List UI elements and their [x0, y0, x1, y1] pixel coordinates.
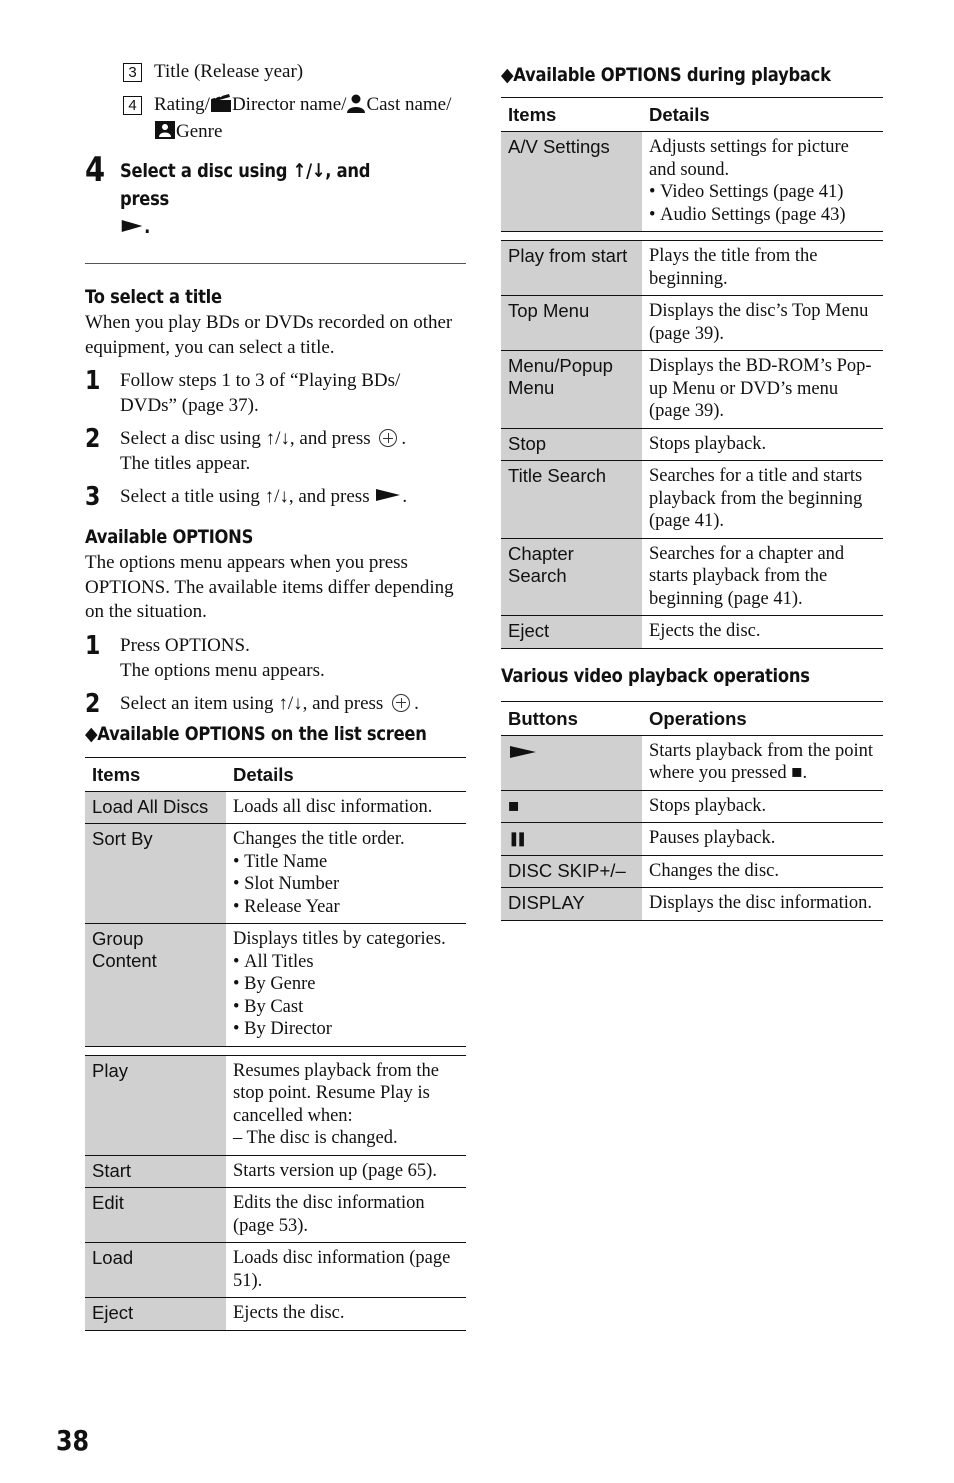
item-name: Group Content [85, 924, 226, 1047]
step-text: Press OPTIONS. The options menu appears. [120, 634, 325, 681]
table-row [85, 1155, 466, 1188]
options-step-1 [85, 630, 466, 683]
sub-item-text: Title (Release year) [154, 61, 304, 82]
item-name: Play [85, 1055, 226, 1155]
item-name: Load All Discs [85, 791, 226, 824]
sub-item-number: 3 [123, 63, 142, 82]
sub-item-number: 4 [123, 96, 142, 115]
table-row [501, 888, 883, 921]
column-header-details: Details [642, 98, 883, 132]
item-details: Ejects the disc. [226, 1298, 466, 1331]
play-icon [510, 746, 536, 758]
rating-label: Rating/ [154, 94, 210, 115]
step-4 [85, 150, 466, 241]
button-name: DISPLAY [501, 888, 642, 921]
sub-item-3 [123, 60, 466, 83]
available-options-intro: The options menu appears when you press OPTIONS. The available items differ depending on the situation. [85, 552, 454, 622]
step-text: Select a disc using ↑/↓, and press . [120, 160, 371, 238]
left-column [85, 60, 466, 1331]
cast-label: Cast name/ [366, 94, 452, 115]
item-name: Chapter Search [501, 538, 642, 616]
item-details: Loads all disc information. [226, 791, 466, 824]
step-number: 2 [85, 688, 101, 719]
table-row [501, 132, 883, 232]
table-row [85, 1243, 466, 1298]
item-name: Start [85, 1155, 226, 1188]
operation-details: Starts playback from the point where you pressed ■. [642, 735, 883, 790]
button-cell [501, 735, 642, 790]
up-down-arrows-icon: ↑/↓ [292, 160, 326, 182]
options-step-2 [85, 688, 466, 719]
table-row [501, 241, 883, 296]
item-name: Stop [501, 428, 642, 461]
select-title-intro: When you play BDs or DVDs recorded on other equipment, you can select a title. [85, 312, 453, 358]
item-details: Plays the title from the beginning. [642, 241, 883, 296]
list-item: • Video Settings (page 41) [649, 181, 876, 204]
person-icon [346, 93, 366, 113]
step-text: Select an item using ↑/↓, and press . [120, 692, 419, 714]
during-playback-options-table [501, 97, 883, 649]
table-row [501, 823, 883, 856]
table-row [85, 791, 466, 824]
table-row [85, 924, 466, 1047]
item-details: Changes the title order. • Title Name • Slot Number • Release Year [226, 824, 466, 924]
sub-item-4 [123, 93, 466, 145]
list-item: • By Cast [233, 996, 459, 1019]
list-item: • Release Year [233, 896, 459, 919]
operation-details: Pauses playback. [642, 823, 883, 856]
clapperboard-icon [210, 93, 232, 113]
section-heading-select-title: To select a title [85, 286, 222, 308]
list-item: • All Titles [233, 951, 459, 974]
item-details: Stops playback. [642, 428, 883, 461]
column-header-items: Items [501, 98, 642, 132]
list-item: • Audio Settings (page 43) [649, 204, 876, 227]
sub-item-text [154, 91, 454, 145]
play-icon [122, 220, 143, 232]
item-name: Title Search [501, 461, 642, 539]
select-title-step-1 [85, 368, 466, 418]
column-header-buttons: Buttons [501, 701, 642, 735]
table-row [501, 296, 883, 351]
stop-icon: ■ [501, 790, 642, 823]
step-number: 3 [85, 482, 101, 512]
director-label: Director name/ [231, 94, 347, 115]
table-row [501, 461, 883, 539]
column-header-operations: Operations [642, 701, 883, 735]
list-item: • Title Name [233, 851, 459, 874]
up-down-arrows-icon: ↑/↓ [278, 692, 303, 714]
enter-icon [392, 694, 410, 712]
column-header-details: Details [226, 757, 466, 791]
operation-details: Stops playback. [642, 790, 883, 823]
step-number: 4 [85, 150, 106, 190]
table-row [501, 616, 883, 649]
table-spacer [85, 1046, 466, 1055]
enter-icon [379, 429, 397, 447]
video-ops-heading: Various video playback operations [501, 664, 810, 687]
item-name: Sort By [85, 824, 226, 924]
table-row [85, 1188, 466, 1243]
table-row [85, 1055, 466, 1155]
up-down-arrows-icon: ↑/↓ [265, 428, 290, 449]
item-name: Load [85, 1243, 226, 1298]
step-text: Select a title using ↑/↓, and press . [120, 486, 408, 507]
item-name: Menu/Popup Menu [501, 351, 642, 429]
table-row [501, 790, 883, 823]
right-column [501, 60, 883, 921]
operation-details: Changes the disc. [642, 855, 883, 888]
select-title-step-3 [85, 484, 466, 510]
item-details: Ejects the disc. [642, 616, 883, 649]
list-item: • Slot Number [233, 873, 459, 896]
genre-icon [154, 120, 176, 140]
item-details: Displays the BD-ROM’s Pop-up Menu or DVD’s menu (page 39). [642, 351, 883, 429]
item-name: Top Menu [501, 296, 642, 351]
table-row [501, 428, 883, 461]
list-screen-options-table [85, 757, 466, 1331]
button-name: DISC SKIP+/– [501, 855, 642, 888]
item-details: Resumes playback from the stop point. Resume Play is cancelled when: – The disc is changed. [226, 1055, 466, 1155]
section-heading-available-options: Available OPTIONS [85, 526, 254, 548]
item-details: Searches for a title and starts playback from the beginning (page 41). [642, 461, 883, 539]
up-down-arrows-icon: ↑/↓ [264, 486, 289, 507]
item-name: Edit [85, 1188, 226, 1243]
pause-icon: ❚❚ [501, 823, 642, 856]
item-details: Searches for a chapter and starts playback from the beginning (page 41). [642, 538, 883, 616]
step-text: Follow steps 1 to 3 of “Playing BDs/ DVDs” (page 37). [120, 370, 401, 416]
page-number: 38 [56, 1424, 90, 1457]
item-details: Edits the disc information (page 53). [226, 1188, 466, 1243]
section-divider [85, 263, 466, 264]
step-number: 1 [85, 630, 101, 661]
item-details: Loads disc information (page 51). [226, 1243, 466, 1298]
table-row [501, 735, 883, 790]
during-playback-heading: ◆Available OPTIONS during playback [501, 64, 831, 86]
operation-details: Displays the disc information. [642, 888, 883, 921]
item-name: Eject [85, 1298, 226, 1331]
item-details: Displays the disc’s Top Menu (page 39). [642, 296, 883, 351]
select-title-step-2 [85, 426, 466, 476]
genre-label: Genre [176, 121, 223, 142]
table-row [501, 855, 883, 888]
item-name: Play from start [501, 241, 642, 296]
list-item: • By Director [233, 1018, 459, 1041]
item-name: A/V Settings [501, 132, 642, 232]
column-header-items: Items [85, 757, 226, 791]
item-details: Displays titles by categories. • All Titles • By Genre • By Cast • By Director [226, 924, 466, 1047]
item-details: Adjusts settings for picture and sound. • Video Settings (page 41) • Audio Settings (page 43) [642, 132, 883, 232]
item-details: Starts version up (page 65). [226, 1155, 466, 1188]
list-item: • By Genre [233, 973, 459, 996]
table-spacer [501, 232, 883, 241]
table-row [85, 1298, 466, 1331]
item-name: Eject [501, 616, 642, 649]
step-number: 2 [85, 424, 101, 454]
table-row [85, 824, 466, 924]
list-screen-heading: ◆Available OPTIONS on the list screen [85, 722, 427, 745]
step-number: 1 [85, 366, 101, 396]
table-row [501, 538, 883, 616]
step-text: Select a disc using ↑/↓, and press . The titles appear. [120, 428, 407, 474]
table-row [501, 351, 883, 429]
play-icon [376, 489, 400, 501]
video-ops-table [501, 701, 883, 921]
